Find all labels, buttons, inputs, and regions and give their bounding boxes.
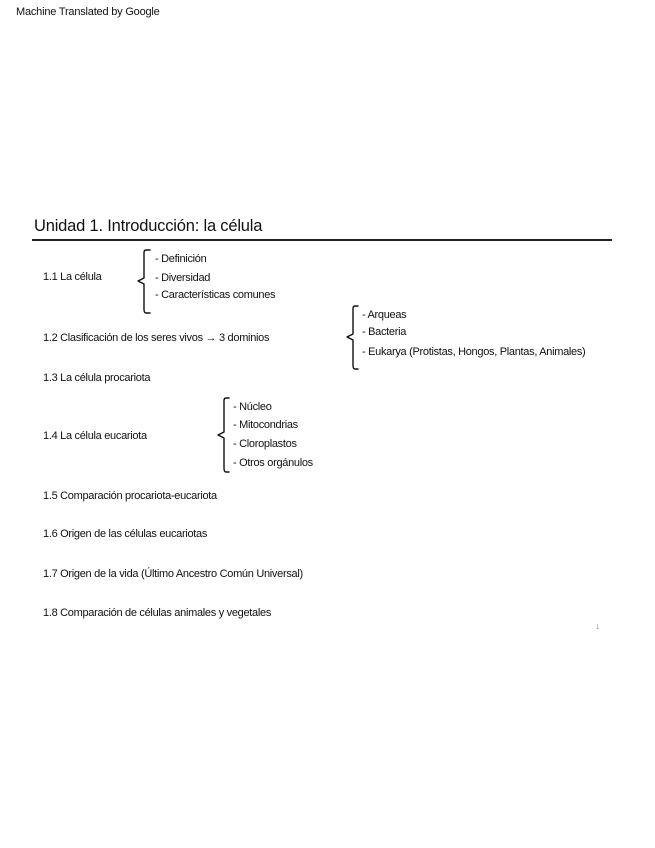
brace-icon — [212, 397, 232, 474]
section-1-1-subitem: - Definición — [155, 253, 207, 265]
section-1-2-subitem: - Eukarya (Protistas, Hongos, Plantas, Animales) — [362, 346, 586, 358]
brace-icon — [342, 305, 362, 371]
section-1-2-subitem: - Bacteria — [362, 326, 407, 338]
page-number: 1 — [596, 625, 600, 631]
section-1-2-subitem: - Arqueas — [362, 309, 407, 321]
section-1-1-subitem: - Diversidad — [155, 272, 211, 284]
section-1-3-label: 1.3 La célula procariota — [43, 372, 151, 384]
section-1-1-label: 1.1 La célula — [43, 271, 102, 283]
title-divider — [32, 239, 612, 241]
section-1-7-label: 1.7 Origen de la vida (Último Ancestro Común Universal) — [43, 568, 303, 580]
brace-icon — [134, 249, 154, 315]
section-1-4-subitem: - Otros orgánulos — [233, 457, 313, 469]
section-1-4-subitem: - Núcleo — [233, 401, 272, 413]
page-title: Unidad 1. Introducción: la célula — [34, 217, 263, 235]
section-1-8-label: 1.8 Comparación de células animales y vegetales — [43, 607, 272, 619]
section-1-4-label: 1.4 La célula eucariota — [43, 430, 147, 442]
section-1-2-label: 1.2 Clasificación de los seres vivos → 3 dominios — [43, 332, 270, 344]
section-1-5-label: 1.5 Comparación procariota-eucariota — [43, 490, 217, 502]
section-1-4-subitem: - Cloroplastos — [233, 438, 297, 450]
section-1-4-subitem: - Mitocondrias — [233, 419, 298, 431]
machine-translation-note: Machine Translated by Google — [16, 6, 160, 18]
section-1-1-subitem: - Características comunes — [155, 289, 276, 301]
section-1-6-label: 1.6 Origen de las células eucariotas — [43, 528, 208, 540]
